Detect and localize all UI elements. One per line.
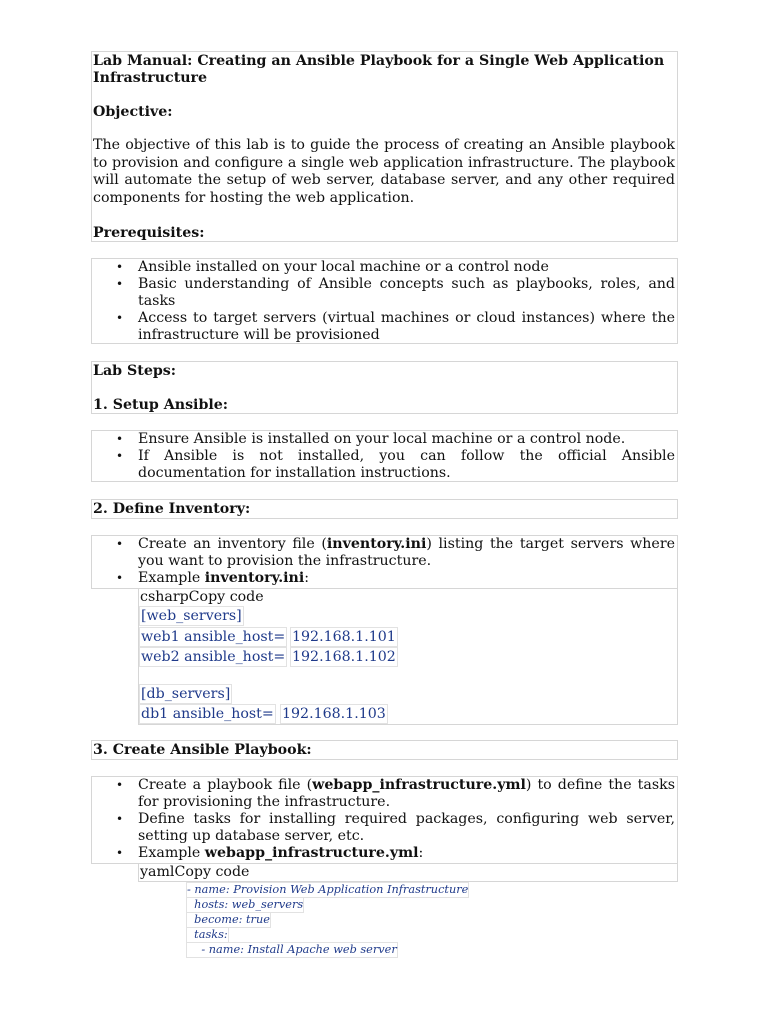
- inventory-filename: inventory.ini: [326, 536, 427, 552]
- bullet-icon: •: [116, 311, 124, 325]
- step3-item-1: [138, 777, 675, 811]
- code-web2-ip: 192.168.1.102: [292, 649, 396, 665]
- step2-heading: 2. Define Inventory:: [93, 501, 251, 517]
- step1-item: Ensure Ansible is installed on your local machine or a control node.: [138, 431, 626, 447]
- yaml-language-label: yamlCopy code: [140, 864, 250, 880]
- step3-item1-pre: Create a playbook file (: [138, 777, 313, 793]
- yaml-line: become: true: [187, 913, 270, 926]
- step3-item3-pre: Example: [138, 845, 205, 861]
- yaml-line: hosts: web_servers: [187, 898, 304, 911]
- code-language-label: csharpCopy code: [140, 589, 264, 605]
- step2-item-2: [138, 570, 675, 587]
- prereq-heading: Prerequisites:: [93, 225, 205, 241]
- code-web2-key: web2 ansible_host=: [141, 649, 286, 665]
- step1-item: If Ansible is not installed, you can follow the official Ansible documentation for installation instructions.: [138, 448, 675, 482]
- code-group-db: [db_servers]: [141, 686, 231, 702]
- page-title-line2: Infrastructure: [93, 70, 208, 86]
- yaml-line: - name: Install Apache web server: [187, 943, 397, 956]
- step2-item-1: [138, 536, 675, 570]
- step2-item2-pre: Example: [138, 570, 205, 586]
- step2-item2-post: :: [304, 570, 310, 586]
- playbook-filename: webapp_infrastructure.yml: [204, 845, 419, 861]
- step2-item1-pre: Create an inventory file (: [138, 536, 327, 552]
- bullet-icon: •: [116, 571, 124, 585]
- code-web1-key: web1 ansible_host=: [141, 629, 286, 645]
- prereq-item: Access to target servers (virtual machines or cloud instances) where the infrastructure will be provisioned: [138, 310, 675, 344]
- prereq-item: Basic understanding of Ansible concepts such as playbooks, roles, and tasks: [138, 276, 675, 310]
- bullet-icon: •: [116, 277, 124, 291]
- objective-text: The objective of this lab is to guide the process of creating an Ansible playbook to provision and configure a single web application infrastructure. The playbook will automate the setup of web server, database server, and any other required components for hosting the web application.: [93, 137, 675, 206]
- bullet-icon: •: [116, 846, 124, 860]
- step3-item-2: Define tasks for installing required packages, configuring web server, setting up database server, etc.: [138, 811, 675, 845]
- playbook-filename: webapp_infrastructure.yml: [312, 777, 526, 793]
- step2-item1-post: ) listing the target servers where you want to provision the infrastructure.: [138, 536, 675, 570]
- code-web1-ip: 192.168.1.101: [292, 629, 396, 645]
- bullet-icon: •: [116, 449, 124, 463]
- bullet-icon: •: [116, 260, 124, 274]
- code-db1-key: db1 ansible_host=: [141, 706, 274, 722]
- step3-heading: 3. Create Ansible Playbook:: [93, 742, 312, 758]
- step1-heading: 1. Setup Ansible:: [93, 397, 229, 413]
- step3-item1-post: ) to define the tasks for provisioning the infrastructure.: [138, 777, 675, 811]
- objective-heading: Objective:: [93, 104, 173, 120]
- code-db1-ip: 192.168.1.103: [282, 706, 386, 722]
- yaml-line: - name: Provision Web Application Infrastructure: [187, 883, 469, 896]
- lab-steps-heading: Lab Steps:: [93, 363, 176, 379]
- code-group-web: [web_servers]: [141, 608, 242, 624]
- bullet-icon: •: [116, 537, 124, 551]
- bullet-icon: •: [116, 778, 124, 792]
- bullet-icon: •: [116, 432, 124, 446]
- bullet-icon: •: [116, 812, 124, 826]
- inventory-filename: inventory.ini: [204, 570, 305, 586]
- prereq-item: Ansible installed on your local machine or a control node: [138, 259, 549, 275]
- yaml-line: tasks:: [187, 928, 228, 941]
- page-title-line1: Lab Manual: Creating an Ansible Playbook for a Single Web Application: [93, 53, 665, 69]
- step3-item3-post: :: [418, 845, 424, 861]
- step3-item-3: [138, 845, 675, 862]
